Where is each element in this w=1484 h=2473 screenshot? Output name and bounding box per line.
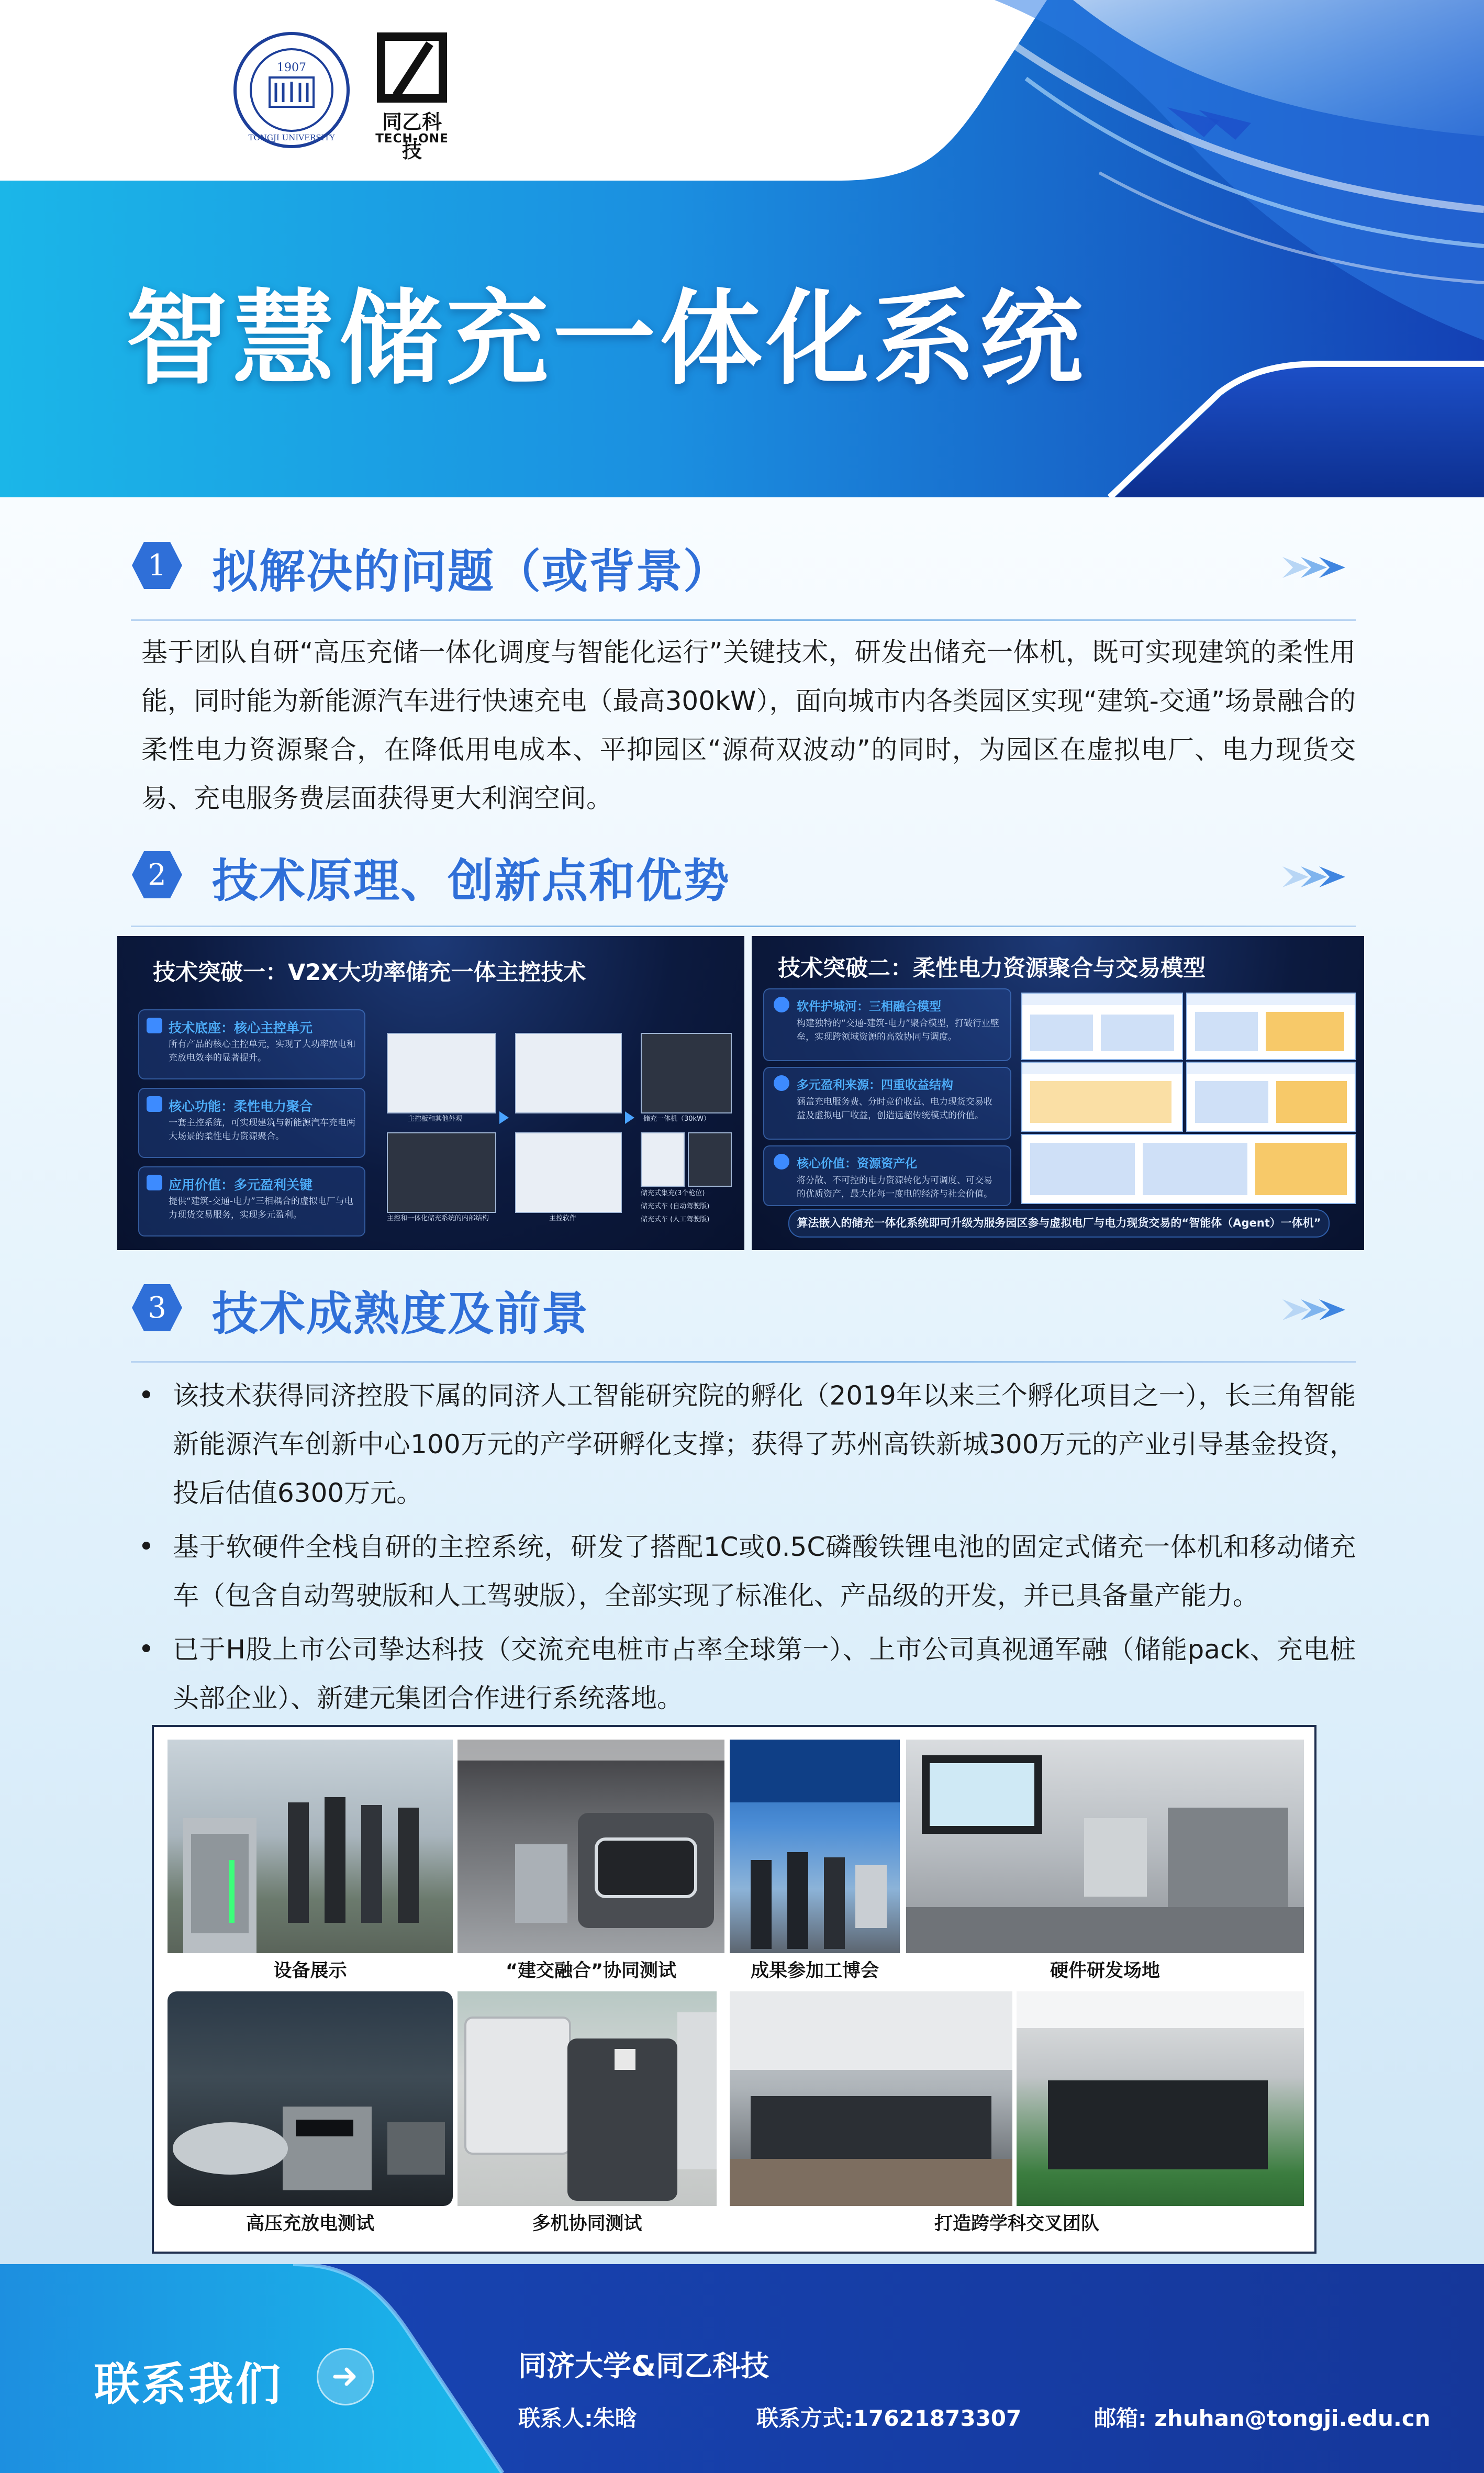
tongji-university-logo: [233, 31, 351, 149]
thumb-caption: 储充式集充(3个枪位): [641, 1189, 705, 1197]
section-3-title: 技术成熟度及前景: [212, 1287, 589, 1341]
mobile-charger-image: [688, 1132, 732, 1187]
tech-card-heading: 多元盈利来源：四重收益结构: [797, 1078, 953, 1092]
photo-multi-machine-test: [458, 1991, 717, 2206]
header-banner: [0, 0, 1484, 497]
svg-text:1907: 1907: [277, 61, 306, 74]
section-2-divider: [131, 926, 1356, 927]
section-number-hexagon: 2: [131, 849, 183, 901]
contact-person: 联系人:朱晗: [518, 2405, 637, 2431]
photo-caption: 成果参加工博会: [750, 1960, 879, 1981]
tech-card-desc: 一套主控系统，可实现建筑与新能源汽车充电两大场景的柔性电力资源聚合。: [169, 1118, 355, 1142]
tech-panel-footer: 算法嵌入的储充一体化系统即可升级为服务园区参与虚拟电厂与电力现货交易的“智能体（Agent）一体机”: [788, 1209, 1330, 1238]
tech-card-heading: 技术底座：核心主控单元: [169, 1020, 313, 1035]
photo-caption: 高压充放电测试: [246, 2213, 374, 2234]
contact-phone: 联系方式:17621873307: [756, 2405, 1022, 2431]
header-background: [0, 0, 1484, 497]
shield-icon: [774, 997, 789, 1012]
contact-footer: [0, 2264, 1484, 2473]
section-chevron-arrows-icon: [1277, 1294, 1356, 1325]
tech-one-mark: [377, 32, 447, 103]
network-icon: [147, 1096, 162, 1112]
thumb-caption: 储充式车 (自动驾驶版): [641, 1202, 710, 1210]
tech-card-desc: 涵盖充电服务费、分时竞价收益、电力现货交易收益及虚拟电厂收益，创造远超传统模式的价值。: [797, 1097, 992, 1121]
chart-icon: [147, 1175, 162, 1190]
tech-card-desc: 将分散、不可控的电力资源转化为可调度、可交易的优质资产，最大化每一度电的经济与社会价值。: [797, 1175, 992, 1199]
photo-high-voltage-test: [168, 1991, 453, 2206]
photo-team-2: [1017, 1991, 1304, 2206]
maturity-bullet-list: [131, 1372, 1356, 1728]
svg-text:TONGJI UNIVERSITY: TONGJI UNIVERSITY: [248, 133, 335, 142]
photo-caption: “建交融合”协同测试: [505, 1960, 676, 1981]
tech-card: [763, 1145, 1011, 1206]
coins-icon: [774, 1075, 789, 1091]
section-3-divider: [131, 1361, 1356, 1363]
tech-card-desc: 所有产品的核心主控单元，实现了大功率放电和充放电效率的显著提升。: [169, 1039, 355, 1063]
model-diagram-5: [1021, 1134, 1356, 1204]
organization-name: 同济大学&同乙科技: [518, 2349, 769, 2382]
photo-team-1: [730, 1991, 1012, 2206]
tech-card-heading: 软件护城河：三相融合模型: [797, 1000, 941, 1013]
section-2-title: 技术原理、创新点和优势: [212, 854, 731, 908]
tech-card: [138, 1088, 365, 1158]
photo-caption: 设备展示: [273, 1960, 347, 1981]
software-ui-image: [515, 1132, 622, 1213]
tech-card: [763, 1067, 1011, 1140]
thumb-caption: 主控板和其他外观: [408, 1115, 463, 1123]
flow-arrow-icon: [499, 1111, 509, 1124]
model-diagram-4: [1186, 1062, 1356, 1132]
thumb-caption: 主控和一体化储充系统的内部结构: [387, 1215, 489, 1222]
section-1-title: 拟解决的问题（或背景）: [212, 544, 731, 598]
section-1-body: 基于团队自研“高压充储一体化调度与智能化运行”关键技术，研发出储充一体机，既可实现建筑的柔性用能，同时能为新能源汽车进行快速充电（最高300kW），面向城市内各类园区实现“建筑-交通”场景融合的柔性电力资源聚合，在降低用电成本、平抑园区“源荷双波动”的同时，为园区在虚拟电厂、电力现货交易、充电服务费层面获得更大利润空间。: [141, 637, 1356, 814]
section-chevron-arrows-icon: [1277, 861, 1356, 893]
tech-card: [763, 988, 1011, 1061]
controller-board-image: [387, 1033, 496, 1113]
list-item: • 已于H股上市公司挚达科技（交流充电桩市占率全球第一）、上市公司真视通军融（储能pack、充电桩头部企业）、新建元集团合作进行系统落地。: [131, 1625, 1356, 1723]
thumb-caption: 储充式车 (人工驾驶版): [641, 1216, 710, 1223]
section-chevron-arrows-icon: [1277, 552, 1356, 583]
internal-structure-image: [387, 1132, 496, 1213]
section-3-header: [131, 1277, 1356, 1341]
tech-card-desc: 提供“建筑-交通-电力”三相耦合的虚拟电厂与电力现货交易服务，实现多元盈利。: [169, 1196, 353, 1220]
database-icon: [147, 1018, 162, 1033]
photo-gallery: [152, 1725, 1316, 2254]
flow-arrow-icon: [625, 1111, 634, 1124]
tech-card: [138, 1166, 365, 1236]
section-2-header: [131, 844, 1356, 908]
tech-one-logo: [373, 32, 451, 162]
model-diagram-2: [1186, 993, 1356, 1060]
charger-3-gun-image: [641, 1132, 685, 1187]
section-1-header: [131, 535, 1356, 598]
photo-hardware-lab: [906, 1740, 1304, 1953]
target-icon: [774, 1154, 789, 1169]
tech-breakthrough-1-panel: [117, 936, 744, 1250]
list-item: • 基于软硬件全栈自研的主控系统，研发了搭配1C或0.5C磷酸铁锂电池的固定式储充一体机和移动储充车（包含自动驾驶版和人工驾驶版），全部实现了标准化、产品级的开发，并已具备量产能力。: [131, 1523, 1356, 1620]
section-number-hexagon: 1: [131, 539, 183, 592]
charger-30kw-image: [641, 1033, 732, 1113]
model-diagram-3: [1021, 1062, 1183, 1132]
arrow-right-circle-icon: [317, 2348, 374, 2405]
model-diagram-1: [1021, 993, 1183, 1060]
software-diagram-image: [515, 1033, 622, 1113]
section-1-divider: [131, 619, 1356, 621]
tech-card-heading: 应用价值：多元盈利关键: [169, 1177, 313, 1193]
tech-card-heading: 核心功能：柔性电力聚合: [169, 1099, 313, 1114]
tech-card-heading: 核心价值：资源资产化: [797, 1157, 917, 1171]
page-title: 智慧储充一体化系统: [126, 280, 1087, 399]
tech-one-en: TECH-ONE: [375, 132, 449, 146]
tech-breakthrough-1-title: 技术突破一：V2X大功率储充一体主控技术: [153, 960, 586, 986]
tech-breakthrough-2-title: 技术突破二：柔性电力资源聚合与交易模型: [778, 955, 1206, 982]
tech-card: [138, 1009, 365, 1079]
photo-expo: [730, 1740, 900, 1953]
photo-caption: 硬件研发场地: [1050, 1960, 1160, 1981]
photo-equipment-display: [168, 1740, 453, 1953]
contact-us-label: 联系我们: [94, 2358, 283, 2411]
tech-card-desc: 构建独特的“交通-建筑-电力”聚合模型，打破行业壁垒，实现跨领域资源的高效协同与调度。: [797, 1018, 999, 1042]
photo-caption: 多机协同测试: [532, 2213, 642, 2234]
contact-email: 邮箱: zhuhan@tongji.edu.cn: [1094, 2405, 1431, 2431]
thumb-caption: 储充一体机（30kW）: [643, 1115, 710, 1123]
thumb-caption: 主控软件: [549, 1215, 577, 1222]
tech-one-cn: 同乙科技: [382, 110, 442, 162]
photo-caption: 打造跨学科交叉团队: [934, 2213, 1099, 2234]
tech-breakthrough-2-panel: [752, 936, 1364, 1250]
section-number-hexagon: 3: [131, 1282, 183, 1334]
list-item: • 该技术获得同济控股下属的同济人工智能研究院的孵化（2019年以来三个孵化项目之一），长三角智能新能源汽车创新中心100万元的产学研孵化支撑；获得了苏州高铁新城300万元的产业引导基金投资，投后估值6300万元。: [131, 1372, 1356, 1518]
photo-building-traffic-test: [458, 1740, 724, 1953]
